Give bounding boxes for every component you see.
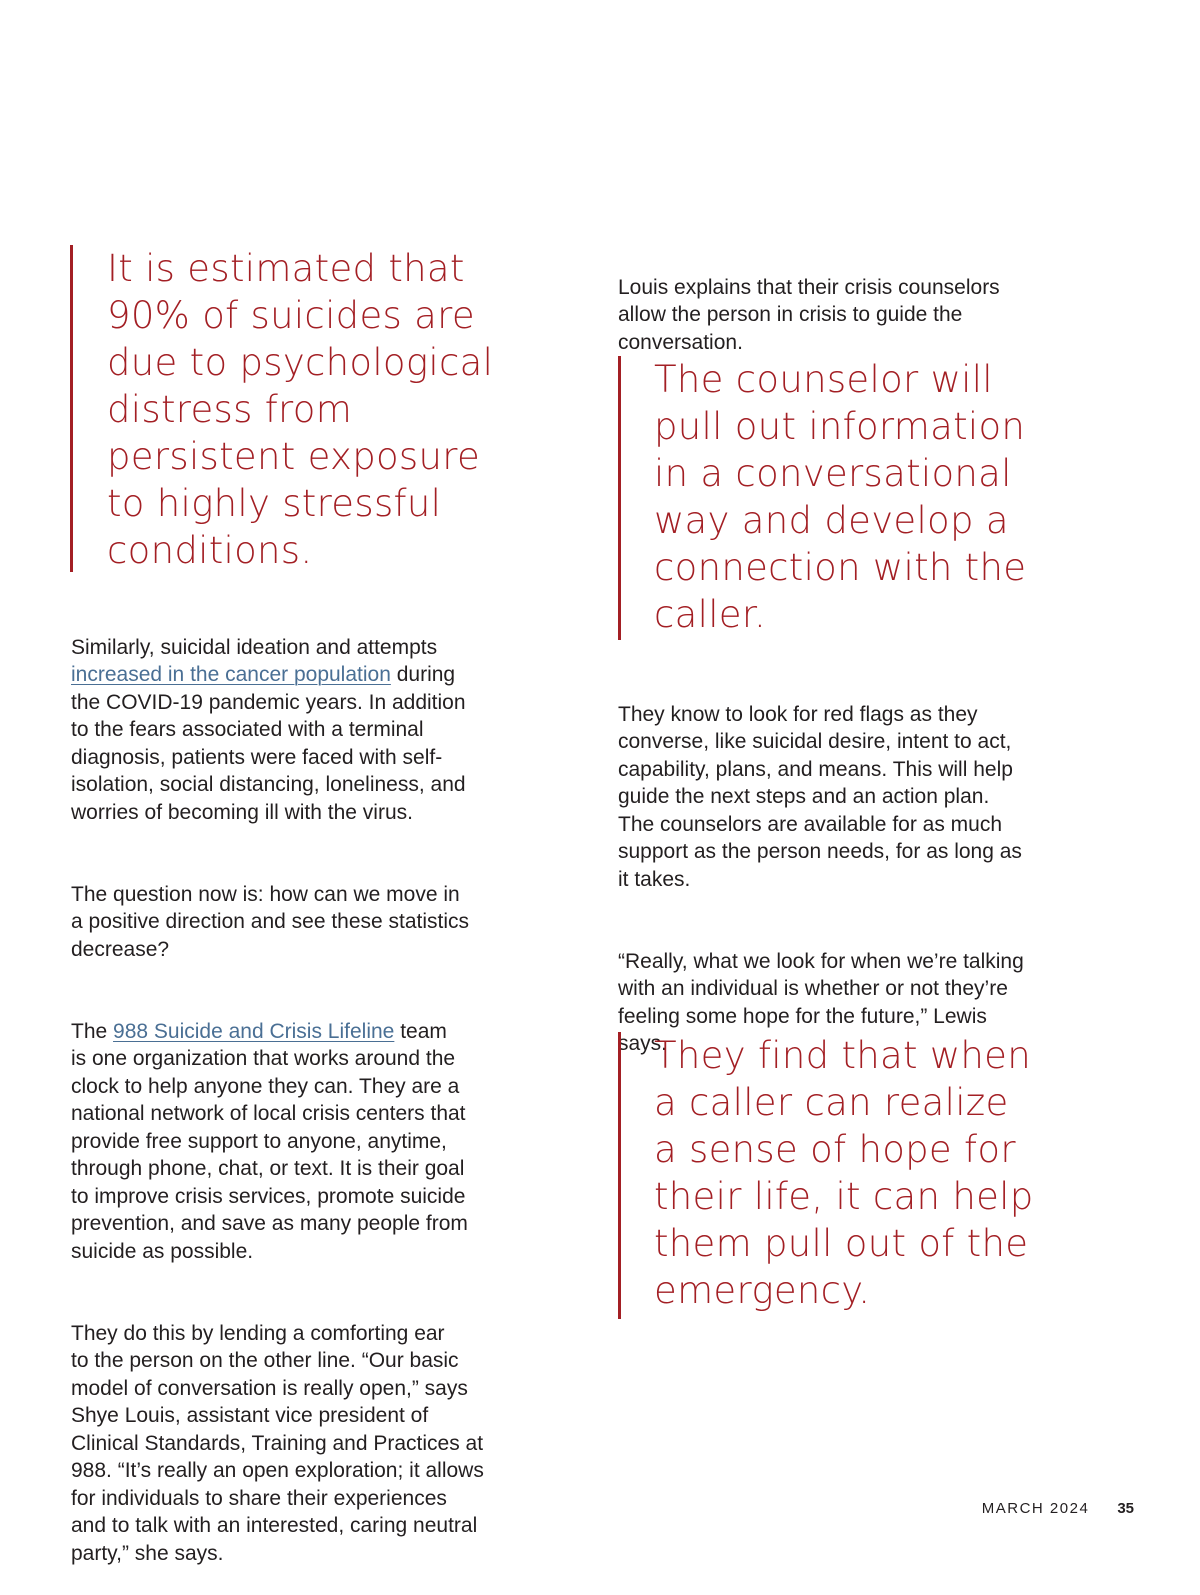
paragraph-louis-explains: Louis explains that their crisis counselors allow the person in crisis to guide the conversation. [618, 275, 1000, 354]
pull-quote-text: The counselor will pull out information in a conversational way and develop a connection with the caller. [654, 358, 1027, 636]
pull-quote-sense-of-hope [618, 1032, 1174, 1319]
paragraph-cancer-population: Similarly, suicidal ideation and attempts increased in the cancer population during the COVID-19 pandemic years. In addition to the fears associated with a terminal diagnosis, patients were faced with self- isolation, social distancing, loneliness, and worries of becoming ill with the virus. [71, 635, 466, 824]
paragraph-red-flags: They know to look for red flags as they converse, like suicidal desire, intent to act, capability, plans, and means. This will help guide the next steps and an action plan. The counselors are available for as much support as the person needs, for as long as it takes. [618, 702, 1022, 891]
paragraph-hope-quote: “Really, what we look for when we’re talking with an individual is whether or not they’re feeling some hope for the future,” Lewis says. [618, 949, 1024, 1055]
right-column-body [618, 673, 1118, 1085]
page-footer [982, 1500, 1134, 1517]
left-column-body [71, 606, 561, 1595]
page-number: 35 [1117, 1500, 1134, 1517]
pull-quote-counselor [618, 356, 1174, 640]
paragraph-question: The question now is: how can we move in a positive direction and see these statistics decrease? [71, 882, 470, 961]
link-988-lifeline[interactable]: 988 Suicide and Crisis Lifeline [113, 1019, 395, 1043]
paragraph-988-lifeline: The 988 Suicide and Crisis Lifeline team is one organization that works around the clock to help anyone they can. They are a national network of local crisis centers that provide free support to anyone, anytime, through phone, chat, or text. It is their goal to improve crisis services, promote suicide prevention, and save as many people from suicide as possible. [71, 1019, 468, 1263]
paragraph-comforting-ear: They do this by lending a comforting ear to the person on the other line. “Our basic model of conversation is really open,” says Shye Louis, assistant vice president of Clinical Standards, Training and Practices at 988. “It’s really an open exploration; it allows for individuals to share their experiences and to talk with an interested, caring neutral party,” she says. [71, 1321, 484, 1565]
pull-quote-text: They find that when a caller can realize a sense of hope for their life, it can help them pull out of the emergency. [654, 1034, 1034, 1312]
pull-quote-estimated-suicides [70, 245, 577, 572]
link-increased-cancer-population[interactable]: increased in the cancer population [71, 663, 391, 686]
pull-quote-text: It is estimated that 90% of suicides are due to psychological distress from persistent exposure to highly stressful conditions. [107, 247, 494, 572]
issue-date: MARCH 2024 [981, 1500, 1090, 1517]
